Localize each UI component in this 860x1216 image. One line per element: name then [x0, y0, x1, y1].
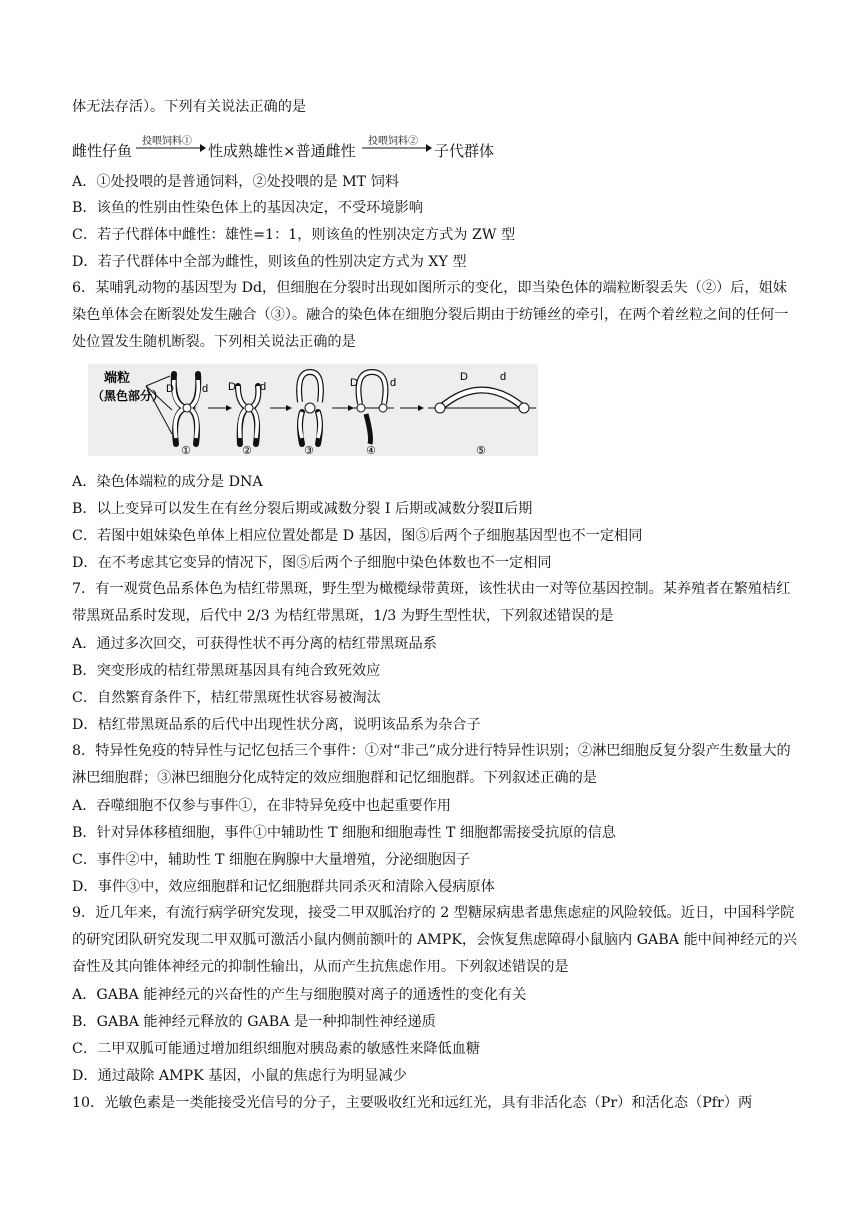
flow-end: 子代群体	[434, 142, 495, 160]
q10-stem: 10．光敏色素是一类能接受光信号的分子，主要吸收红光和远红光，具有非活化态（Pr）和活化态（Pfr）两	[72, 1095, 753, 1111]
flow-arrow1-icon	[134, 142, 206, 154]
svg-text:d: d	[202, 383, 209, 395]
flow-arrow2-label: 投喂饲料②	[368, 136, 418, 147]
svg-text:②: ②	[242, 444, 252, 456]
q6-option-b: B．以上变异可以发生在有丝分裂后期或减数分裂 I 后期或减数分裂Ⅱ后期	[72, 501, 533, 517]
q6-option-c: C．若图中姐妹染色单体上相应位置处都是 D 基因，图⑤后两个子细胞基因型也不一定相同	[72, 528, 643, 544]
q9-stem: 9．近几年来，有流行病学研究发现，接受二甲双胍治疗的 2 型糖尿病患者患焦虑症的风险较低。近日，中国科学院的研究团队研究发现二甲双胍可激活小鼠内侧前额叶的 AMPK，会恢复焦虑障碍小鼠脑内 GABA 能中间神经元的兴奋性及其向锥体神经元的抑制性输出，从而产生抗焦虑作用。下列叙述错误的是	[72, 905, 797, 975]
q9-option-d: D．通过敲除 AMPK 基因，小鼠的焦虑行为明显减少	[72, 1068, 407, 1084]
q5-option-a: A．①处投喂的是普通饲料，②处投喂的是 MT 饲料	[72, 174, 400, 190]
svg-text:⑤: ⑤	[476, 444, 486, 456]
flow-arrow2-icon	[360, 142, 432, 154]
svg-text:d: d	[260, 381, 267, 393]
q5-option-b: B．该鱼的性别由性染色体上的基因决定，不受环境影响	[72, 200, 423, 216]
flow-start: 雌性仔鱼	[72, 142, 133, 160]
q7-option-c: C．自然繁育条件下，桔红带黑斑性状容易被淘汰	[72, 690, 381, 706]
q8-option-a: A．吞噬细胞不仅参与事件①，在非特异免疫中也起重要作用	[72, 798, 452, 814]
q8-option-b: B．针对异体移植细胞，事件①中辅助性 T 细胞和细胞毒性 T 细胞都需接受抗原的信息	[72, 825, 616, 841]
svg-text:①: ①	[181, 444, 191, 456]
svg-text:D: D	[228, 381, 236, 393]
telomere-label-sub: （黑色部分）	[92, 389, 165, 403]
q9-option-b: B．GABA 能神经元释放的 GABA 是一种抑制性神经递质	[72, 1014, 436, 1030]
flow-middle: 性成熟雄性×普通雌性	[208, 142, 356, 160]
q7-option-d: D．桔红带黑斑品系的后代中出现性状分离，说明该品系为杂合子	[72, 717, 481, 733]
q6-option-d: D．在不考虑其它变异的情况下，图⑤后两个子细胞中染色体数也不一定相同	[72, 555, 552, 571]
telomere-label: 端粒	[104, 370, 131, 385]
svg-text:④: ④	[366, 444, 376, 456]
q9-option-a: A．GABA 能神经元的兴奋性的产生与细胞膜对离子的通透性的变化有关	[72, 987, 527, 1003]
q5-option-d: D．若子代群体中全部为雌性，则该鱼的性别决定方式为 XY 型	[72, 254, 467, 270]
q8-option-d: D．事件③中，效应细胞群和记忆细胞群共同杀灭和清除入侵病原体	[72, 879, 495, 895]
q7-stem: 7．有一观赏色品系体色为桔红带黑斑，野生型为橄榄绿带黄斑，该性状由一对等位基因控制。某养殖者在繁殖桔红带黑斑品系时发现，后代中 2/3 为桔红带黑斑，1/3 为野生型性状，下列叙述错误的是	[72, 581, 791, 624]
q6-stem: 6．某哺乳动物的基因型为 Dd，但细胞在分裂时出现如图所示的变化，即当染色体的端粒断裂丢失（②）后，姐妹染色单体会在断裂处发生融合（③）。融合的染色体在细胞分裂后期由于纺锤丝的牵引，在两个着丝粒之间的任何一处位置发生随机断裂。下列相关说法正确的是	[72, 280, 789, 350]
svg-text:D: D	[166, 383, 174, 395]
svg-text:D: D	[350, 377, 358, 389]
q7-option-a: A．通过多次回交，可获得性状不再分离的桔红带黑斑品系	[72, 636, 437, 652]
svg-text:D: D	[460, 371, 468, 383]
q5-option-c: C．若子代群体中雌性：雄性=1：1，则该鱼的性别决定方式为 ZW 型	[72, 227, 516, 243]
svg-text:d: d	[500, 371, 507, 383]
q9-option-c: C．二甲双胍可能通过增加组织细胞对胰岛素的敏感性来降低血糖	[72, 1041, 481, 1057]
q6-option-a: A．染色体端粒的成分是 DNA	[72, 474, 263, 490]
q7-option-b: B．突变形成的桔红带黑斑基因具有纯合致死效应	[72, 663, 381, 679]
chromosome-figure	[88, 364, 538, 456]
intro-line: 体无法存活）。下列有关说法正确的是	[72, 99, 307, 115]
q8-option-c: C．事件②中，辅助性 T 细胞在胸腺中大量增殖，分泌细胞因子	[72, 852, 471, 868]
svg-text:③: ③	[304, 444, 314, 456]
q8-stem: 8．特异性免疫的特异性与记忆包括三个事件：①对“非己”成分进行特异性识别；②淋巴细胞反复分裂产生数量大的淋巴细胞群；③淋巴细胞分化成特定的效应细胞群和记忆细胞群。下列叙述正确的是	[72, 743, 791, 786]
svg-text:d: d	[390, 377, 397, 389]
flow-arrow1-label: 投喂饲料①	[142, 136, 192, 147]
